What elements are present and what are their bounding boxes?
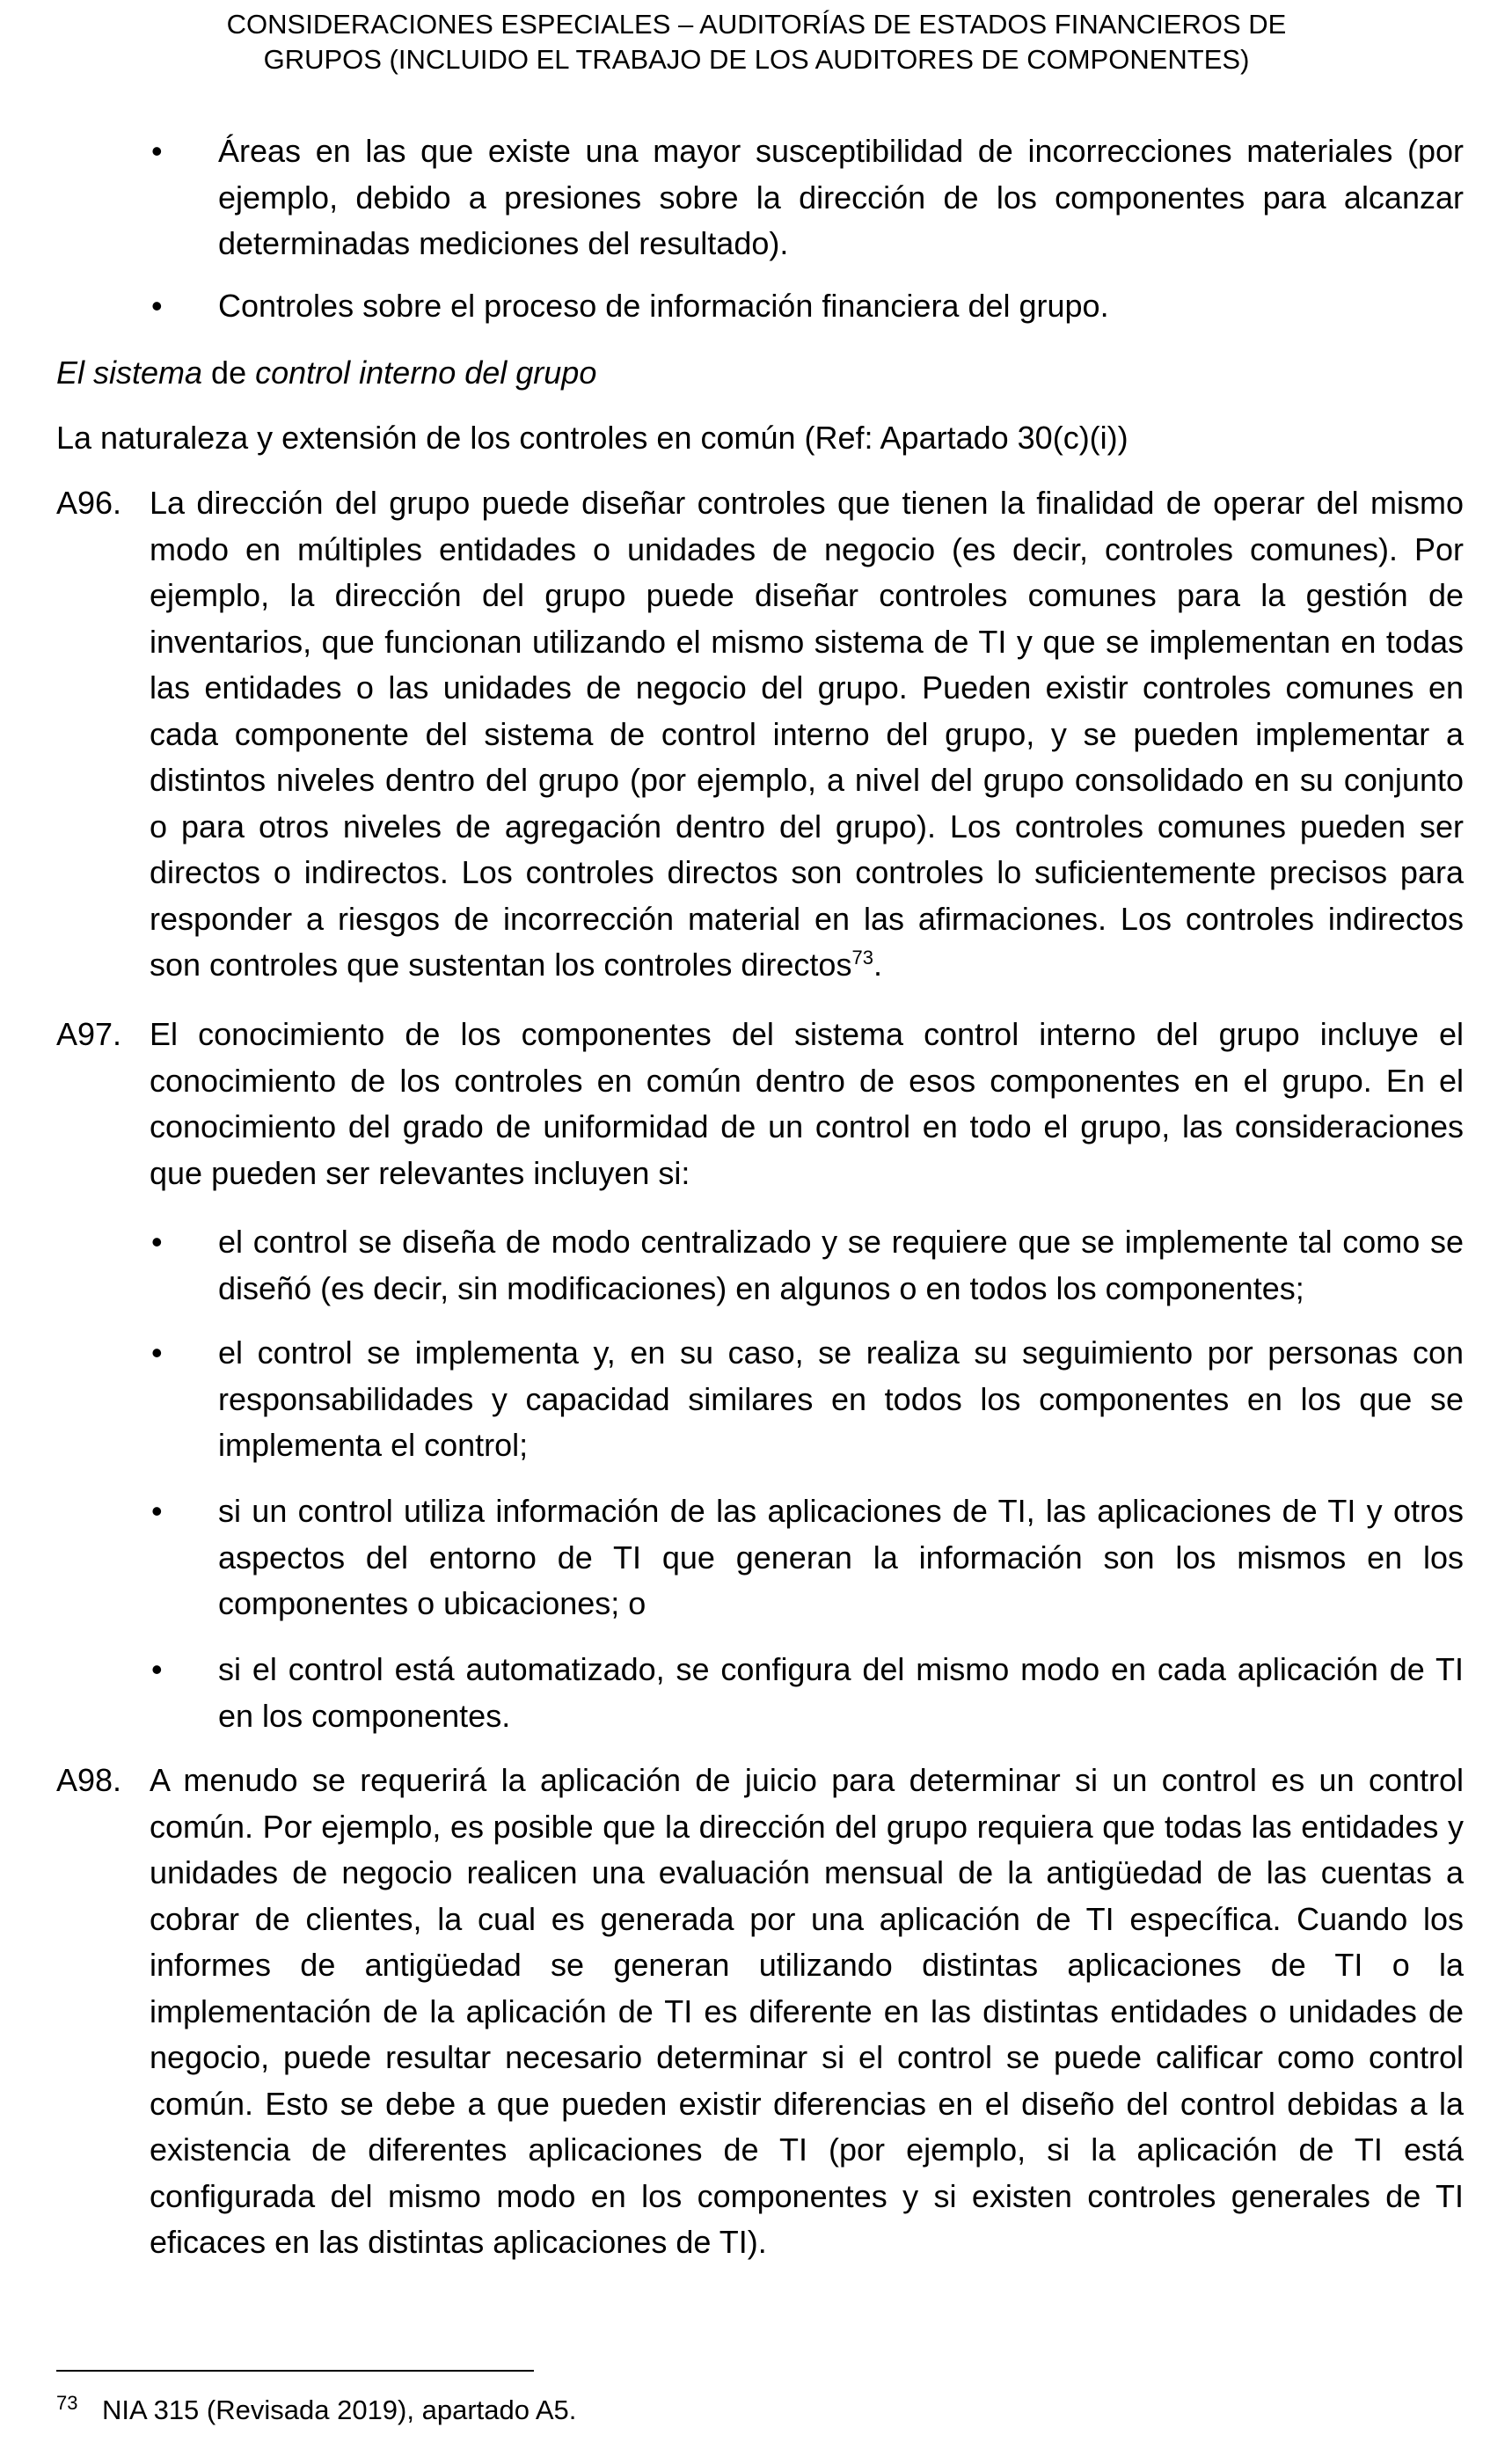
list-item — [56, 128, 1464, 267]
list-item — [56, 1330, 1464, 1469]
bullet-glyph: • — [151, 1493, 163, 1529]
footnote-reference: 73 — [851, 947, 873, 969]
section-heading-plain: de — [202, 355, 256, 391]
paragraph-text: A menudo se requerirá la aplicación de juicio para determinar si un control es un control común. Por ejemplo, es posible que la dirección del grupo requiera que todas las entidades y unidades de negocio realicen una evaluación mensual de la antigüedad de las cuentas a cobrar de clientes, la cual es generada por una aplicación de TI específica. Cuando los informes de antigüedad se generan utilizando distintas aplicaciones de TI o la implementación de la aplicación de TI es diferente en las distintas entidades o unidades de negocio, puede resultar necesario determinar si el control se puede calificar como control común. Esto se debe a que pueden existir diferencias en el diseño del control debidas a la existencia de diferentes aplicaciones de TI (por ejemplo, si la aplicación de TI está configurada del mismo modo en los componentes y si existen controles generales de TI eficaces en las distintas aplicaciones de TI). — [150, 1762, 1464, 2260]
list-item — [56, 1647, 1464, 1740]
running-header — [158, 7, 1355, 77]
bullet-glyph: • — [151, 1651, 163, 1687]
paragraph-a96 — [56, 480, 1464, 991]
bullet-text: si un control utiliza información de las aplicaciones de TI, las aplicaciones de TI y otros aspectos del entorno de TI que generan la información son los mismos en los componentes o ubicaciones; o — [218, 1493, 1464, 1621]
bullet-glyph: • — [151, 1334, 163, 1371]
paragraph-text — [150, 480, 1464, 989]
list-item — [56, 1219, 1464, 1312]
bullet-glyph: • — [151, 133, 163, 169]
paragraph-number: A98. — [56, 1762, 122, 1798]
section-heading-italic-2: control interno del grupo — [255, 355, 597, 391]
footnote-mark: 73 — [56, 2392, 78, 2414]
section-heading — [56, 350, 1464, 397]
paragraph-number: A96. — [56, 485, 122, 521]
bullet-text: si el control está automatizado, se configura del mismo modo en cada aplicación de TI en los componentes. — [218, 1651, 1464, 1734]
bullet-glyph: • — [151, 288, 163, 324]
footnote-separator — [56, 2370, 534, 2372]
list-item — [56, 1488, 1464, 1627]
bullet-text: Áreas en las que existe una mayor susceptibilidad de incorrecciones materiales (por ejemplo, debido a presiones sobre la dirección de los componentes para alcanzar determinadas mediciones del resultado). — [218, 133, 1464, 261]
bullet-text: el control se implementa y, en su caso, se realiza su seguimiento por personas con responsabilidades y capacidad similares en todos los componentes en los que se implementa el control; — [218, 1334, 1464, 1463]
paragraph-a97 — [56, 1012, 1464, 1198]
list-item — [56, 283, 1464, 330]
paragraph-number: A97. — [56, 1016, 122, 1052]
bullet-glyph: • — [151, 1224, 163, 1260]
paragraph-a98 — [56, 1758, 1464, 2268]
header-line-1: CONSIDERACIONES ESPECIALES – AUDITORÍAS DE ESTADOS FINANCIEROS DE — [226, 9, 1287, 40]
subheading: La naturaleza y extensión de los controles en común (Ref: Apartado 30(c)(i)) — [56, 420, 1129, 456]
paragraph-end: . — [873, 947, 882, 983]
paragraph-text: El conocimiento de los componentes del sistema control interno del grupo incluye el conocimiento de los controles en común dentro de esos componentes en el grupo. En el conocimiento del grado de uniformidad de un control en todo el grupo, las consideraciones que pueden ser relevantes incluyen si: — [150, 1016, 1464, 1191]
header-line-2: GRUPOS (INCLUIDO EL TRABAJO DE LOS AUDITORES DE COMPONENTES) — [263, 44, 1250, 75]
section-heading-italic-1: El sistema — [56, 355, 203, 391]
bullet-text: el control se diseña de modo centralizado y se requiere que se implemente tal como se diseñó (es decir, sin modificaciones) en algunos o en todos los componentes; — [218, 1224, 1464, 1306]
bullet-text: Controles sobre el proceso de información financiera del grupo. — [218, 288, 1109, 324]
paragraph-body: La dirección del grupo puede diseñar controles que tienen la finalidad de operar del mismo modo en múltiples entidades o unidades de negocio (es decir, controles comunes). Por ejemplo, la dirección del grupo puede diseñar controles comunes para la gestión de inventarios, que funcionan utilizando el mismo sistema de TI y que se implementan en todas las entidades o las unidades de negocio del grupo. Pueden existir controles comunes en cada componente del sistema de control interno del grupo, y se pueden implementar a distintos niveles dentro del grupo (por ejemplo, a nivel del grupo consolidado en su conjunto o para otros niveles de agregación dentro del grupo). Los controles comunes pueden ser directos o indirectos. Los controles directos son controles lo suficientemente precisos para responder a riesgos de incorrección material en las afirmaciones. Los controles indirectos son controles que sustentan los controles directos — [150, 485, 1464, 983]
footnote-text: NIA 315 (Revisada 2019), apartado A5. — [102, 2394, 577, 2425]
